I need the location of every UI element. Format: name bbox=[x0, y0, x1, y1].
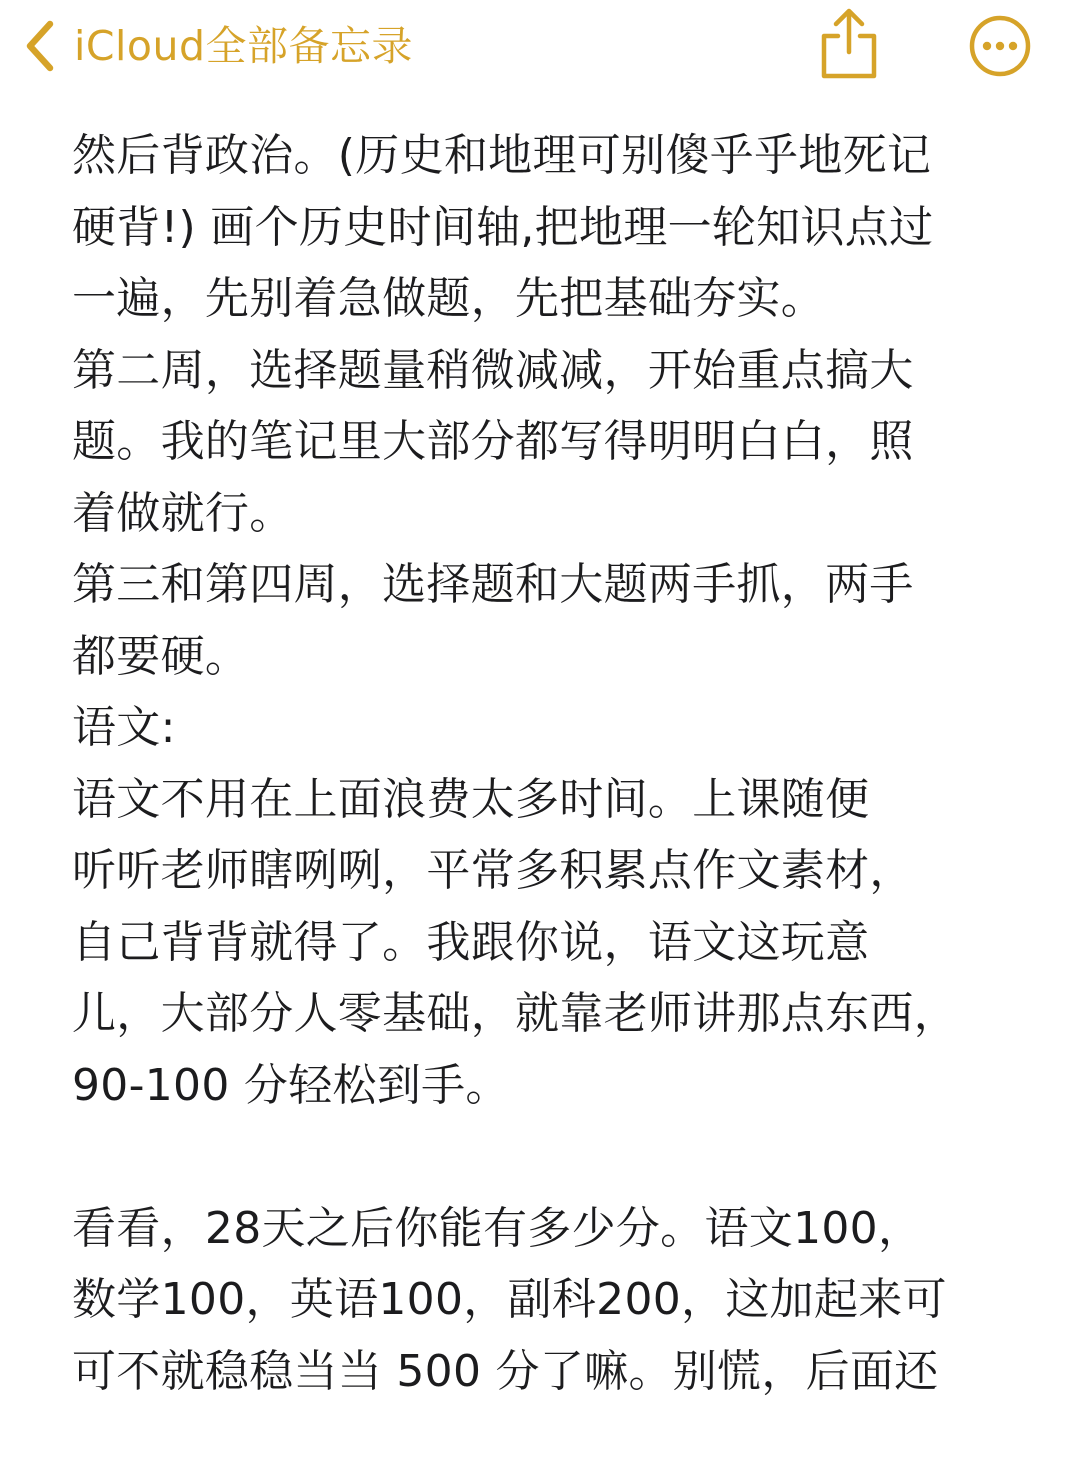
note-line: 自己背背就得了。我跟你说，语文这玩意 bbox=[72, 916, 870, 968]
note-line: 听听老师瞎咧咧，平常多积累点作文素材， bbox=[72, 845, 914, 896]
note-line: 语文: bbox=[72, 702, 176, 753]
note-line: 一遍，先别着急做题，先把基础夯实。 bbox=[72, 273, 826, 324]
note-line: 第二周，选择题量稍微减减，开始重点搞大 bbox=[72, 344, 914, 396]
back-label: iCloud全部备忘录 bbox=[74, 21, 414, 70]
note-line: 硬背!) 画个历史时间轴,把地理一轮知识点过 bbox=[72, 201, 934, 253]
share-icon[interactable] bbox=[816, 6, 882, 80]
navigation-bar bbox=[0, 0, 1080, 100]
note-line: 可不就稳稳当当 500 分了嘛。别慌，后面还 bbox=[72, 1345, 939, 1397]
note-blank-line bbox=[72, 1121, 1012, 1193]
note-line: 第三和第四周，选择题和大题两手抓，两手 bbox=[72, 559, 914, 610]
note-line: 数学100，英语100，副科200，这加起来可 bbox=[72, 1274, 947, 1325]
note-line: 然后背政治。(历史和地理可别傻乎乎地死记 bbox=[72, 130, 932, 181]
chevron-left-icon bbox=[22, 18, 58, 74]
note-text-body[interactable] bbox=[72, 120, 1012, 1407]
note-line: 题。我的笔记里大部分都写得明明白白，照 bbox=[72, 416, 914, 467]
note-line: 都要硬。 bbox=[72, 630, 250, 682]
note-line: 90-100 分轻松到手。 bbox=[72, 1059, 510, 1111]
note-line: 着做就行。 bbox=[72, 487, 294, 539]
more-icon[interactable] bbox=[968, 14, 1032, 78]
note-line: 看看，28天之后你能有多少分。语文100， bbox=[72, 1202, 923, 1254]
back-button[interactable] bbox=[22, 14, 413, 78]
note-line: 儿，大部分人零基础，就靠老师讲那点东西， bbox=[72, 988, 958, 1039]
note-line: 语文不用在上面浪费太多时间。上课随便 bbox=[72, 773, 870, 825]
